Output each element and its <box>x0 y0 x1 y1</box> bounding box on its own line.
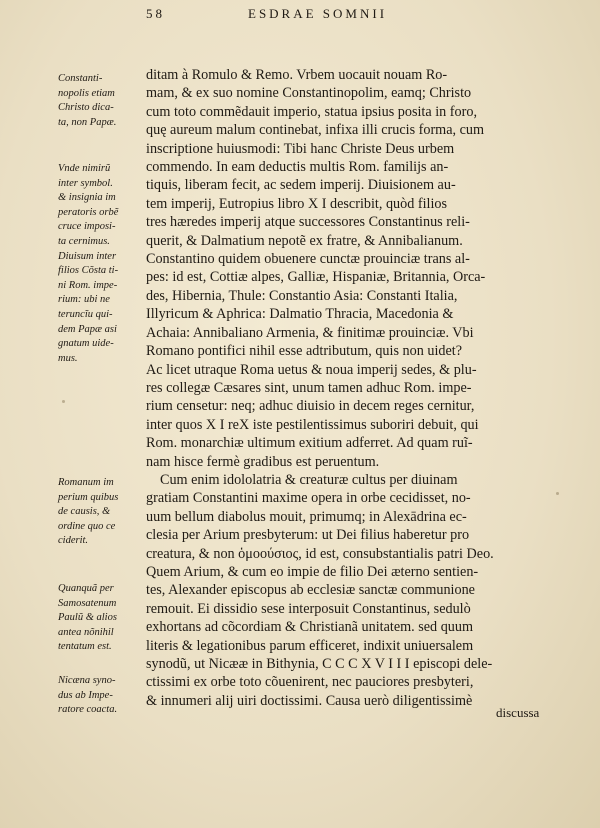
text-line: Romano pontifici nihil esse adtributum, quis non uidet? <box>146 343 463 360</box>
margin-note-line: ta cernimus. <box>58 235 110 247</box>
margin-note-line: ordine quo ce <box>58 520 116 532</box>
margin-note-line: Quanquã per <box>58 583 114 594</box>
margin-note-line: Paulũ & alios <box>58 612 117 624</box>
page-number: 58 <box>146 6 165 21</box>
margin-note-line: ciderit. <box>58 535 89 547</box>
running-head: ESDRAE SOMNII <box>248 6 388 21</box>
text-line: clesia per Arium presbyterum: ut Dei filius haberetur pro <box>146 527 470 544</box>
ink-speck <box>556 492 559 495</box>
text-line: synodũ, ut Nicææ in Bithynia, C C C X V I I I episcopi dele- <box>146 656 493 672</box>
margin-note-line: de causis, & <box>58 506 111 518</box>
text-line: mam, & ex suo nomine Constantinopolim, eamq; Christo <box>146 85 472 102</box>
text-line: Constantino quidem obuenere cunctæ prouinciæ trans al- <box>146 251 470 268</box>
margin-note-3 <box>58 476 140 549</box>
text-line: Cum enim idololatria & creaturæ cultus per diuinam <box>160 471 458 488</box>
text-line: ditam à Romulo & Remo. Vrbem uocauit nouam Ro- <box>146 67 448 83</box>
margin-note-line: & insignia im <box>58 192 116 204</box>
text-line: uum bellum diabolus mouit, primumq; in Alexādrina ec- <box>146 508 467 525</box>
text-line: exhortans ad cõcordiam & Christianã unitatem. sed quum <box>146 619 474 636</box>
margin-note-line: tentatum est. <box>58 641 112 653</box>
margin-note-line: ta, non Papæ. <box>58 116 117 128</box>
margin-note-line: Christo dica- <box>58 102 114 114</box>
text-line: Ac licet utraque Roma uetus & noua imperij sedes, & plu- <box>146 361 477 378</box>
text-line: tes, Alexander episcopus ab ecclesiæ sanctæ communione <box>146 582 475 599</box>
text-line: & innumeri alij uiri doctissimi. Causa uerò diligentissimè <box>146 692 473 709</box>
margin-note-line: nopolis etiam <box>58 87 115 99</box>
page-header <box>130 6 490 26</box>
margin-note-line: Samosatenum <box>58 597 117 609</box>
text-line: res collegæ Cæsares sint, unum tamen adhuc Rom. impe- <box>146 379 472 396</box>
margin-note-line: antea nõnihil <box>58 626 114 638</box>
margin-note-line: cruce imposi- <box>58 221 116 233</box>
text-line: literis & legationibus parum efficeret, indixit uniuersalem <box>146 637 474 654</box>
margin-note-line: perium quibus <box>58 491 119 503</box>
margin-note-line: ni Rom. impe- <box>58 279 118 291</box>
text-line: inscriptione huiusmodi: Tibi hanc Christe Deus urbem <box>146 140 455 157</box>
text-line: commendo. In eam deductis multis Rom. familijs an- <box>146 159 449 176</box>
margin-note-line: mus. <box>58 352 78 364</box>
margin-note-line: dem Papæ asi <box>58 323 117 335</box>
margin-note-line: Diuisum inter <box>58 250 117 262</box>
text-line: querit, & Dalmatium nepotẽ ex fratre, & Annibalianum. <box>146 232 463 249</box>
margin-note-5 <box>58 674 140 718</box>
text-line: ctissimi ex orbe toto cõuenirent, nec pauciores presbyteri, <box>146 674 474 691</box>
margin-note-4 <box>58 582 140 655</box>
margin-note-line: rium: ubi ne <box>58 294 110 306</box>
margin-note-line: Vnde nimirũ <box>58 163 111 174</box>
text-line: creatura, & non ὁμοούσιος, id est, consubstantialis patri Deo. <box>146 545 494 562</box>
text-line: tem imperij, Eutropius libro X I describit, quòd filios <box>146 195 448 212</box>
text-line: tres hæredes imperij atque successores Constantinus reli- <box>146 214 470 231</box>
text-line: rium censetur: neq; adhuc diuisio in decem reges cernitur, <box>146 398 475 415</box>
ink-speck <box>62 400 65 403</box>
margin-note-line: Constanti- <box>58 73 103 84</box>
margin-note-line: Romanum im <box>58 477 114 488</box>
margin-note-line: ratore coacta. <box>58 704 118 716</box>
text-line: Illyricum & Aphrica: Dalmatio Thracia, Macedonia & <box>146 306 454 323</box>
text-line: Quem Arium, & cum eo impie de filio Dei æterno sentien- <box>146 563 479 580</box>
margin-note-line: Nicæna syno- <box>58 675 116 686</box>
margin-note-line: dus ab Impe- <box>58 689 113 701</box>
text-line: inter quos X I reX iste pestilentissimus suboriri debuit, qui <box>146 416 479 433</box>
text-line: Rom. monarchiæ ultimum exitium adferret. Ad quam ruĩ- <box>146 435 473 452</box>
catchword: discussa <box>496 705 540 720</box>
main-text <box>146 66 546 710</box>
text-line: nam hisce fermè gradibus est peruentum. <box>146 453 380 470</box>
text-line: pes: id est, Cottiæ alpes, Galliæ, Hispaniæ, Britannia, Orca- <box>146 269 486 286</box>
margin-note-2 <box>58 162 140 366</box>
margin-note-line: inter symbol. <box>58 177 113 189</box>
text-line: tiquis, liberam fecit, ac sedem imperij. Diuisionem au- <box>146 177 456 194</box>
text-line: gratiam Constantini maxime opera in orbe cecidisset, no- <box>146 490 471 507</box>
margin-note-line: peratoris orbẽ <box>58 206 119 218</box>
margin-note-line: gnatum uide- <box>58 338 114 350</box>
margin-note-line: filios Cõsta ti- <box>58 265 119 277</box>
margin-note-1 <box>58 72 140 130</box>
text-line: des, Hibernia, Thule: Constantio Asia: Constanti Italia, <box>146 287 458 304</box>
text-line: Achaia: Annibaliano Armenia, & finitimæ prouinciæ. Vbi <box>146 324 474 341</box>
margin-note-line: teruncĩu qui- <box>58 308 113 320</box>
text-line: quę aureum malum continebat, infixa illi crucis forma, cum <box>146 122 485 139</box>
text-line: remouit. Ei dissidio sese interposuit Constantinus, sedulò <box>146 600 471 617</box>
text-line: cum toto commẽdauit imperio, statua ipsius posita in foro, <box>146 103 477 120</box>
